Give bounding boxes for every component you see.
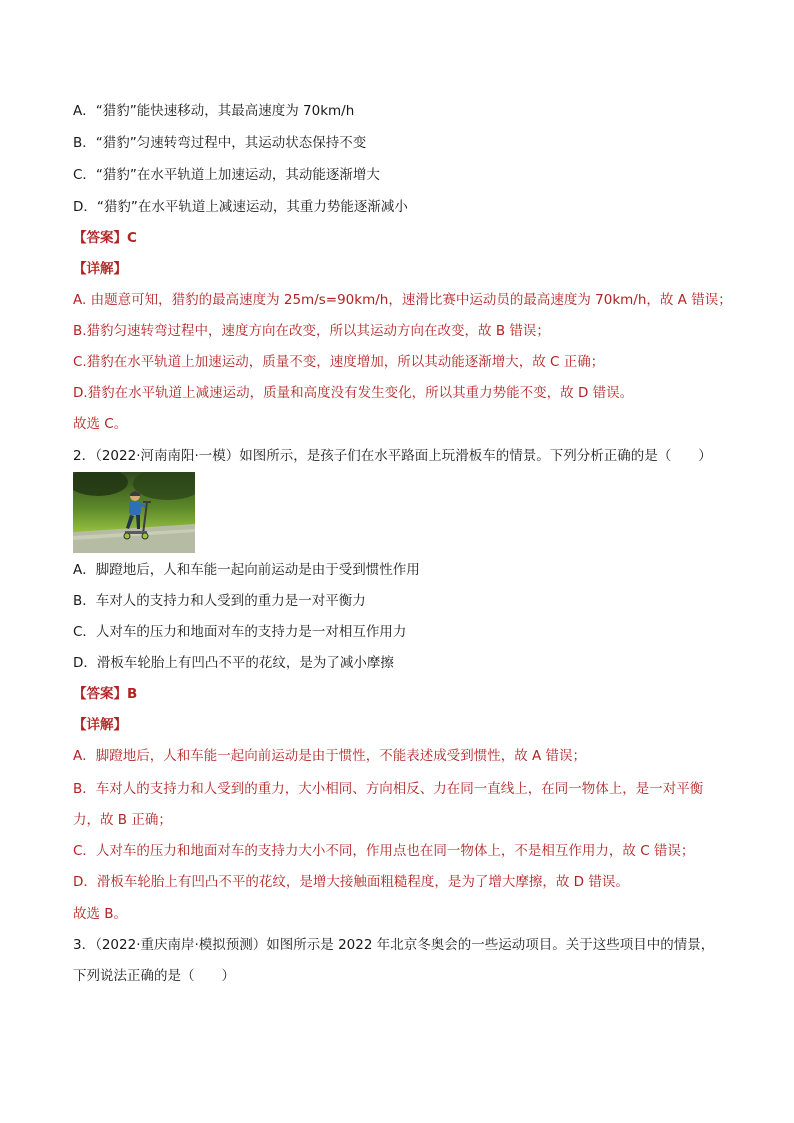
q2-detail-a: A．脚蹬地后，人和车能一起向前运动是由于惯性，不能表述成受到惯性，故 A 错误； <box>73 748 587 764</box>
q1-option-c: C．“猎豹”在水平轨道上加速运动，其动能逐渐增大 <box>73 167 380 183</box>
q1-conclusion: 故选 C。 <box>73 416 128 432</box>
q1-detail-a: A. 由题意可知，猎豹的最高速度为 25m/s=90km/h，速滑比赛中运动员的最高速度为 70km/h，故 A 错误； <box>73 292 732 308</box>
q2-stem: 2．（2022·河南南阳·一模）如图所示，是孩子们在水平路面上玩滑板车的情景。下列分析正确的是（ ） <box>73 448 712 464</box>
q1-option-a: A．“猎豹”能快速移动，其最高速度为 70km/h <box>73 103 355 119</box>
q1-detail-c: C.猎豹在水平轨道上加速运动，质量不变，速度增加，所以其动能逐渐增大，故 C 正确； <box>73 354 605 370</box>
q3-stem-line-2: 下列说法正确的是（ ） <box>73 968 235 984</box>
q2-conclusion: 故选 B。 <box>73 906 128 922</box>
q2-detail-b: B．车对人的支持力和人受到的重力，大小相同、方向相反、力在同一直线上，在同一物体上，是一对平衡 <box>73 781 704 797</box>
q1-detail-b: B.猎豹匀速转弯过程中，速度方向在改变，所以其运动方向在改变，故 B 错误； <box>73 323 550 339</box>
q1-option-d: D．“猎豹”在水平轨道上减速运动，其重力势能逐渐减小 <box>73 199 408 215</box>
q2-option-c: C．人对车的压力和地面对车的支持力是一对相互作用力 <box>73 624 407 640</box>
q1-detail-label: 【详解】 <box>73 261 127 277</box>
q2-detail-label: 【详解】 <box>73 717 127 733</box>
scooter-photo <box>73 472 195 553</box>
q2-detail-c: C．人对车的压力和地面对车的支持力大小不同，作用点也在同一物体上，不是相互作用力，故 C 错误； <box>73 843 695 859</box>
q1-answer: 【答案】C <box>73 230 137 246</box>
q2-answer: 【答案】B <box>73 686 138 702</box>
q2-option-a: A．脚蹬地后，人和车能一起向前运动是由于受到惯性作用 <box>73 562 420 578</box>
q2-option-b: B．车对人的支持力和人受到的重力是一对平衡力 <box>73 593 366 609</box>
q2-detail-d: D．滑板车轮胎上有凹凸不平的花纹，是增大接触面粗糙程度，是为了增大摩擦，故 D 错误。 <box>73 874 629 890</box>
q2-detail-b-cont: 力，故 B 正确； <box>73 812 172 828</box>
q1-detail-d: D.猎豹在水平轨道上减速运动，质量和高度没有发生变化，所以其重力势能不变，故 D 错误。 <box>73 385 634 401</box>
q2-option-d: D．滑板车轮胎上有凹凸不平的花纹，是为了减小摩擦 <box>73 655 394 671</box>
q3-stem-line-1: 3．（2022·重庆南岸·模拟预测）如图所示是 2022 年北京冬奥会的一些运动项目。关于这些项目中的情景， <box>73 937 715 953</box>
q1-option-b: B．“猎豹”匀速转弯过程中，其运动状态保持不变 <box>73 135 367 151</box>
